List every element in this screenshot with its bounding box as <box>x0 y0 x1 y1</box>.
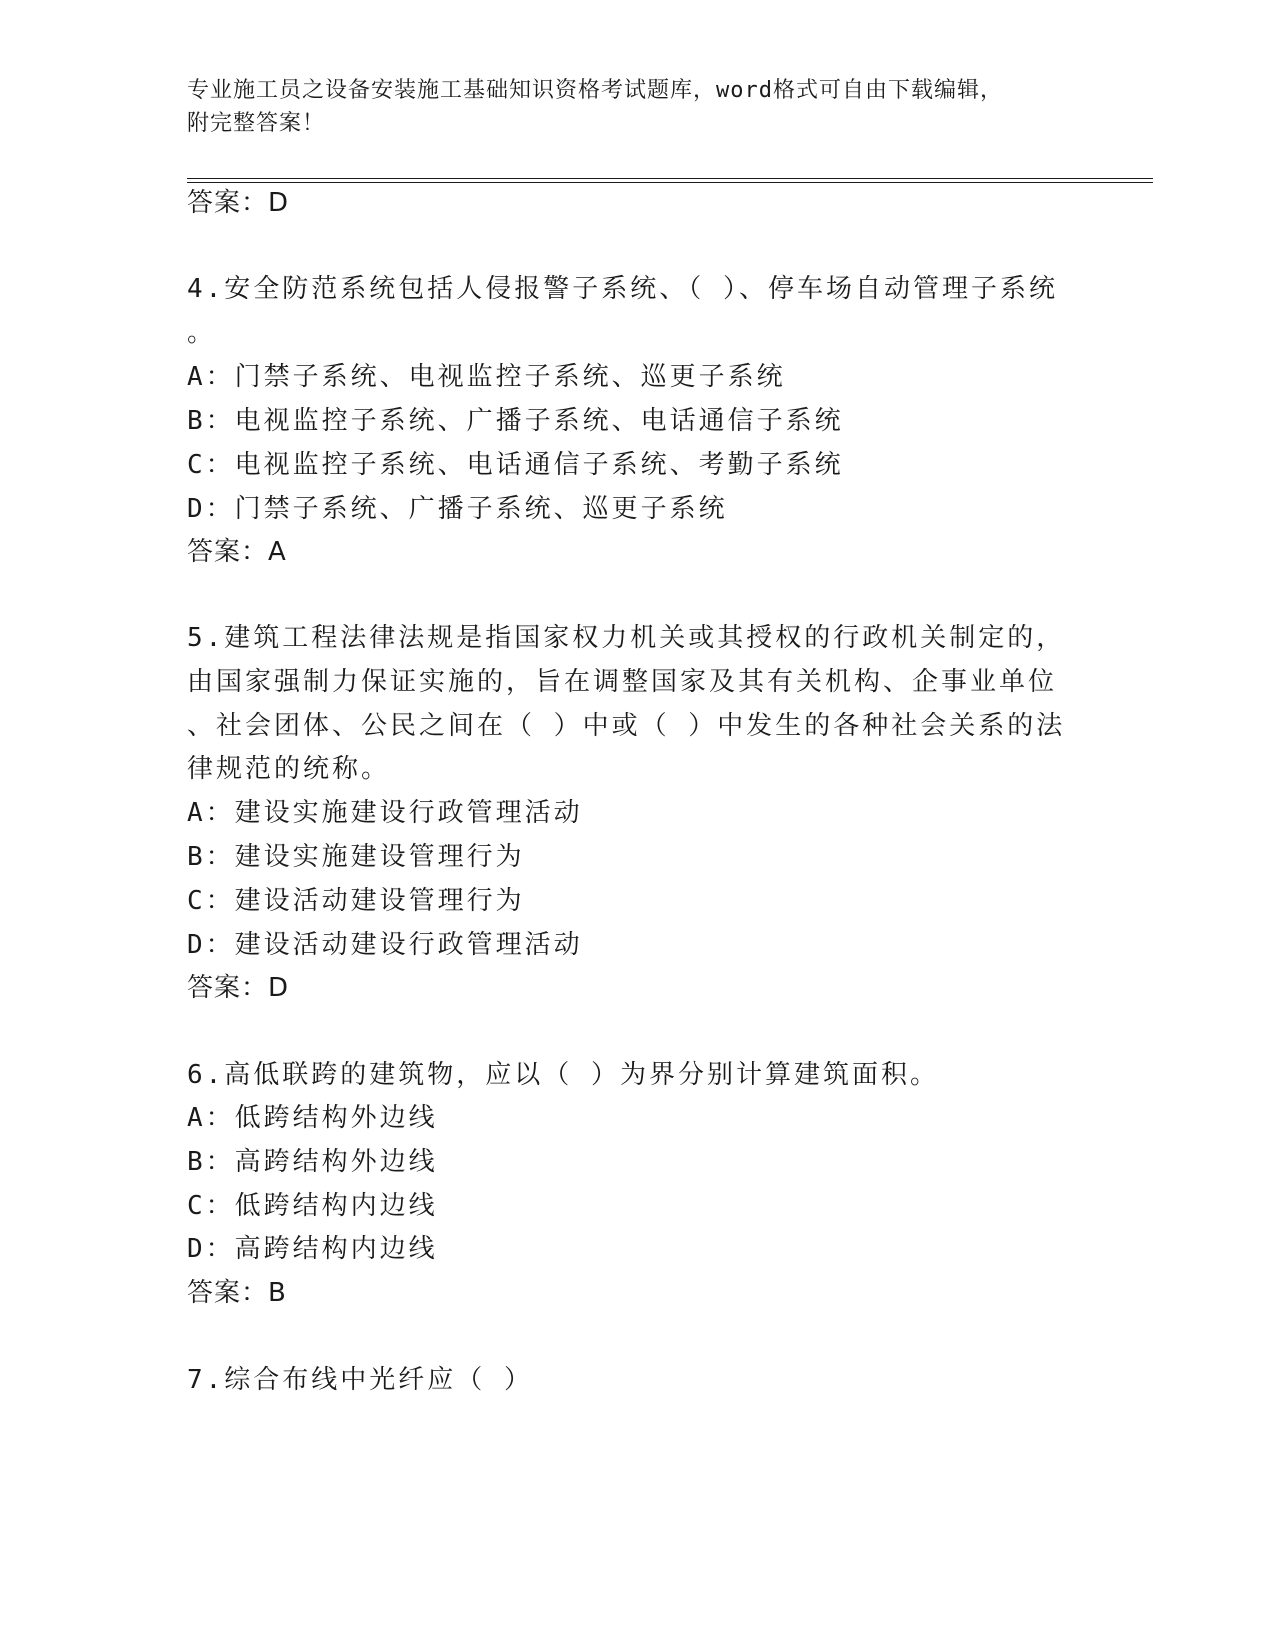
header-line-1: 专业施工员之设备安装施工基础知识资格考试题库，word格式可自由下载编辑， <box>187 78 1003 103</box>
question-5-line-2: 由国家强制力保证实施的，旨在调整国家及其有关机构、企事业单位 <box>187 667 1058 697</box>
question-5-line-4: 律规范的统称。 <box>187 754 391 784</box>
question-5-answer: 答案：D <box>187 973 290 1003</box>
question-4-line-1: 4.安全防范系统包括人侵报警子系统、（ ）、停车场自动管理子系统 <box>187 274 1058 304</box>
question-5-option-a: A：建设实施建设行政管理活动 <box>187 798 583 828</box>
answer-previous: 答案：D <box>187 188 290 218</box>
question-4-option-a: A：门禁子系统、电视监控子系统、巡更子系统 <box>187 362 786 392</box>
question-5-option-c: C：建设活动建设管理行为 <box>187 886 525 916</box>
header-line-2: 附完整答案！ <box>187 111 326 136</box>
question-6-answer: 答案：B <box>187 1278 287 1308</box>
header-divider-top <box>187 178 1153 179</box>
header-divider-bottom <box>187 182 1153 183</box>
question-6-option-d: D：高跨结构内边线 <box>187 1234 438 1264</box>
question-5-option-b: B：建设实施建设管理行为 <box>187 842 525 872</box>
question-7-line-1: 7.综合布线中光纤应（ ） <box>187 1365 533 1395</box>
question-6-line-1: 6.高低联跨的建筑物，应以（ ）为界分别计算建筑面积。 <box>187 1060 939 1090</box>
question-4-line-2: 。 <box>187 318 217 348</box>
question-4-option-c: C：电视监控子系统、电话通信子系统、考勤子系统 <box>187 450 844 480</box>
question-6-option-a: A：低跨结构外边线 <box>187 1103 438 1133</box>
question-5-option-d: D：建设活动建设行政管理活动 <box>187 930 583 960</box>
document-header <box>187 74 1067 140</box>
question-4-answer: 答案：A <box>187 537 287 567</box>
question-4-option-b: B：电视监控子系统、广播子系统、电话通信子系统 <box>187 406 844 436</box>
question-6-option-c: C：低跨结构内边线 <box>187 1191 438 1221</box>
question-4-option-d: D：门禁子系统、广播子系统、巡更子系统 <box>187 494 728 524</box>
question-5-line-3: 、社会团体、公民之间在（ ）中或（ ）中发生的各种社会关系的法 <box>187 711 1066 741</box>
question-5-line-1: 5.建筑工程法律法规是指国家权力机关或其授权的行政机关制定的， <box>187 623 1066 653</box>
question-6-option-b: B：高跨结构外边线 <box>187 1147 438 1177</box>
